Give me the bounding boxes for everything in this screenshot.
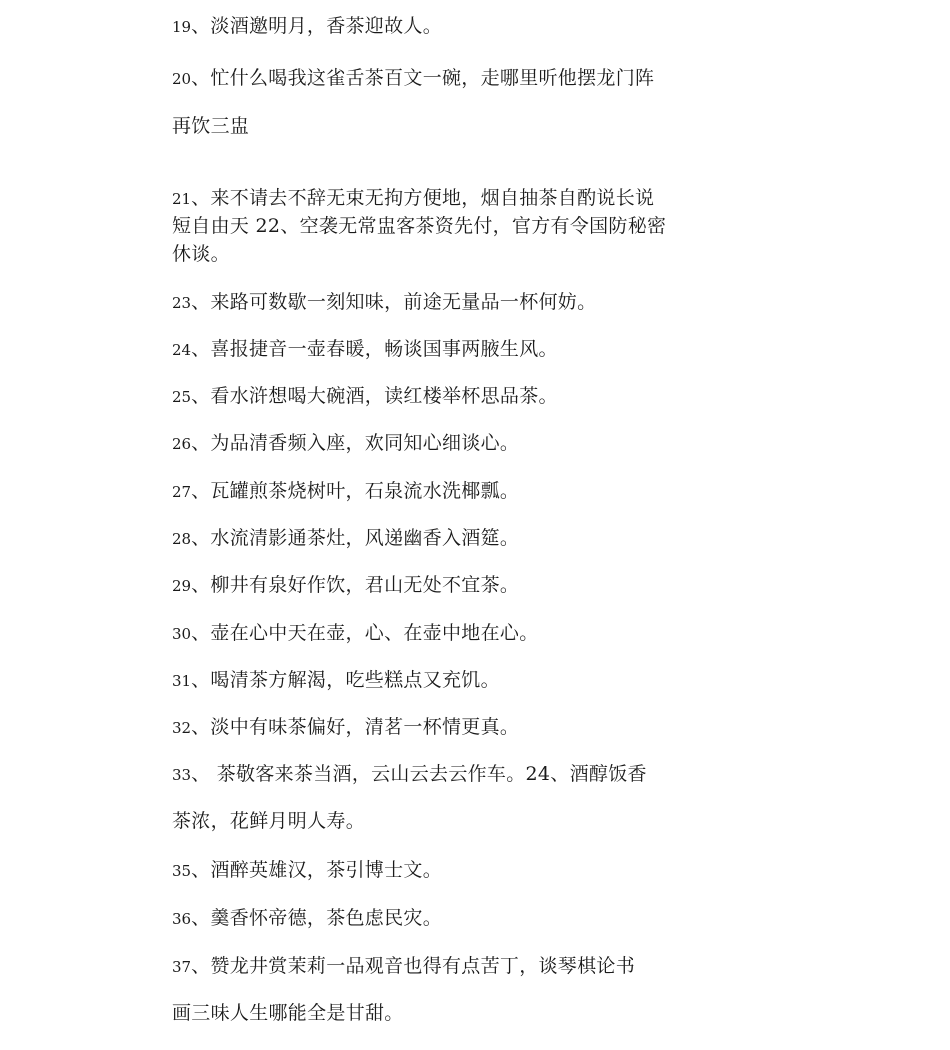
couplet-line-32 — [172, 713, 519, 742]
couplet-line-20 — [172, 64, 654, 93]
line-number: 28 — [172, 530, 192, 548]
line-text: 、羹香怀帝德，茶色虑民灾。 — [191, 907, 442, 929]
line-text: 短自由天 22、空袭无常盅客茶资先付，官方有令国防秘密 — [172, 215, 667, 237]
line-text: 画三味人生哪能全是甘甜。 — [172, 1002, 404, 1024]
line-text: 、柳井有泉好作饮，君山无处不宜茶。 — [191, 574, 520, 596]
couplet-line-21 — [172, 184, 654, 213]
line-number: 26 — [172, 435, 192, 453]
line-number: 19 — [172, 18, 192, 36]
line-text: 茶浓，花鲜月明人寿。 — [172, 810, 366, 832]
line-text: 、赞龙井赏茉莉一品观音也得有点苦丁，谈琴棋论书 — [191, 955, 635, 977]
line-number: 32 — [172, 719, 192, 737]
line-text: 、看水浒想喝大碗酒，读红楼举杯思品茶。 — [191, 385, 558, 407]
line-text: 、来不请去不辞无束无拘方便地，烟自抽茶自酌说长说 — [191, 187, 655, 209]
line-number: 33 — [172, 766, 192, 784]
line-text: 、喝清茶方解渴，吃些糕点又充饥。 — [191, 669, 500, 691]
line-text: 、酒醉英雄汉，茶引博士文。 — [191, 859, 442, 881]
line-number: 24 — [172, 341, 192, 359]
line-number: 36 — [172, 910, 192, 928]
line-text: 、来路可数歇一刻知味，前途无量品一杯何妨。 — [191, 291, 597, 313]
line-text: 、忙什么喝我这雀舌茶百文一碗，走哪里听他摆龙门阵 — [191, 67, 655, 89]
line-text: 、为品清香频入座，欢同知心细谈心。 — [191, 432, 520, 454]
couplet-line-37 — [172, 952, 635, 981]
line-number: 35 — [172, 862, 192, 880]
couplet-line-33 — [172, 760, 647, 789]
line-text: 休谈。 — [172, 243, 230, 265]
couplet-line-27 — [172, 477, 519, 506]
line-text: 、瓦罐煎茶烧树叶，石泉流水洗椰瓢。 — [191, 480, 520, 502]
line-number: 29 — [172, 577, 192, 595]
couplet-line-31 — [172, 666, 500, 695]
couplet-line-36 — [172, 904, 442, 933]
couplet-line-37-cont — [172, 999, 404, 1028]
line-text: 、壶在心中天在壶，心、在壶中地在心。 — [191, 622, 539, 644]
line-text: 、淡酒邀明月，香茶迎故人。 — [191, 15, 442, 37]
couplet-line-33-cont — [172, 807, 365, 836]
line-text: 再饮三盅 — [172, 115, 250, 137]
couplet-line-23 — [172, 288, 596, 317]
line-number: 25 — [172, 388, 192, 406]
line-number: 27 — [172, 483, 192, 501]
couplet-line-20-cont — [172, 112, 249, 141]
line-text: 、 茶敬客来茶当酒，云山云去云作车。24、酒醇饭香 — [191, 763, 647, 785]
couplet-line-25 — [172, 382, 558, 411]
line-text: 、喜报捷音一壶春暖，畅谈国事两腋生风。 — [191, 338, 558, 360]
line-text: 、水流清影通茶灶，风递幽香入酒筵。 — [191, 527, 520, 549]
couplet-line-28 — [172, 524, 519, 553]
couplet-line-22-cont — [172, 240, 230, 269]
line-number: 30 — [172, 625, 192, 643]
couplet-line-24 — [172, 335, 558, 364]
couplet-line-29 — [172, 571, 519, 600]
couplet-line-19 — [172, 12, 442, 41]
line-number: 21 — [172, 190, 192, 208]
line-number: 20 — [172, 70, 192, 88]
couplet-line-26 — [172, 429, 519, 458]
line-number: 37 — [172, 958, 192, 976]
line-number: 23 — [172, 294, 192, 312]
line-text: 、淡中有味茶偏好，清茗一杯情更真。 — [191, 716, 520, 738]
couplet-line-30 — [172, 619, 539, 648]
line-number: 31 — [172, 672, 192, 690]
couplet-line-35 — [172, 856, 442, 885]
couplet-line-21-cont — [172, 212, 666, 241]
